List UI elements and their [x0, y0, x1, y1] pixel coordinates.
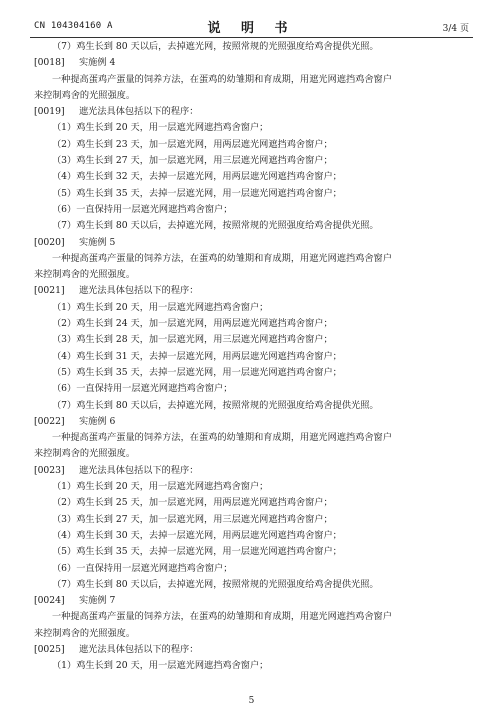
paragraph-heading — [34, 414, 474, 430]
list-item: （2）鸡生长到 23 天，加一层遮光网，用两层遮光网遮挡鸡舍窗户； — [52, 138, 333, 150]
paragraph-heading — [34, 593, 474, 609]
list-item: （1）鸡生长到 20 天，用一层遮光网遮挡鸡舍窗户； — [52, 301, 269, 313]
page-title: 说 明 书 — [207, 21, 296, 36]
list-item: （4）鸡生长到 32 天，去掉一层遮光网，用两层遮光网遮挡鸡舍窗户； — [52, 171, 342, 183]
paragraph-number: [0018] — [34, 57, 65, 69]
list-item: （5）鸡生长到 35 天，去掉一层遮光网，用一层遮光网遮挡鸡舍窗户； — [52, 366, 342, 378]
doc-number: CN 104304160 A — [34, 21, 113, 31]
paragraph-heading — [34, 642, 474, 658]
list-item: （4）鸡生长到 30 天，去掉一层遮光网，用两层遮光网遮挡鸡舍窗户； — [52, 529, 342, 541]
list-item: （3）鸡生长到 27 天，加一层遮光网，用三层遮光网遮挡鸡舍窗户； — [52, 155, 333, 167]
paragraph-line: 一种提高蛋鸡产蛋量的饲养方法，在蛋鸡的幼雏期和育成期，用遮光网遮挡鸡舍窗户 — [52, 432, 392, 444]
heading-text: 实施例 7 — [79, 595, 116, 607]
list-item: （7）鸡生长到 80 天以后，去掉遮光网，按照常规的光照强度给鸡舍提供光照。 — [52, 578, 379, 590]
list-item: （2）鸡生长到 24 天，加一层遮光网，用两层遮光网遮挡鸡舍窗户； — [52, 318, 333, 330]
list-item: （6）一直保持用一层遮光网遮挡鸡舍窗户； — [52, 383, 233, 395]
paragraph-continuation: 来控制鸡舍的光照强度。 — [34, 89, 136, 101]
list-item: （6）一直保持用一层遮光网遮挡鸡舍窗户； — [52, 203, 233, 215]
paragraph-continuation: 来控制鸡舍的光照强度。 — [34, 627, 136, 639]
heading-text: 实施例 4 — [79, 57, 116, 69]
list-item: （4）鸡生长到 31 天，去掉一层遮光网，用两层遮光网遮挡鸡舍窗户； — [52, 350, 342, 362]
paragraph-heading — [34, 104, 474, 120]
list-item: （5）鸡生长到 35 天，去掉一层遮光网，用一层遮光网遮挡鸡舍窗户； — [52, 187, 342, 199]
page-number: 5 — [248, 696, 255, 706]
document-body — [34, 39, 474, 675]
page-header — [0, 0, 503, 40]
list-item: （2）鸡生长到 25 天，加一层遮光网，用两层遮光网遮挡鸡舍窗户； — [52, 497, 333, 509]
paragraph-continuation: 来控制鸡舍的光照强度。 — [34, 448, 136, 460]
list-item: （1）鸡生长到 20 天，用一层遮光网遮挡鸡舍窗户； — [52, 122, 269, 134]
heading-text: 实施例 5 — [79, 236, 116, 248]
paragraph-line: 一种提高蛋鸡产蛋量的饲养方法，在蛋鸡的幼雏期和育成期，用遮光网遮挡鸡舍窗户 — [52, 73, 392, 85]
heading-text: 遮光法具体包括以下的程序： — [79, 285, 199, 297]
paragraph-heading — [34, 55, 474, 71]
list-item: （7）鸡生长到 80 天以后，去掉遮光网，按照常规的光照强度给鸡舍提供光照。 — [52, 220, 379, 232]
paragraph-number: [0019] — [34, 106, 65, 118]
paragraph-number: [0023] — [34, 464, 65, 476]
paragraph-number: [0022] — [34, 415, 65, 427]
heading-text: 遮光法具体包括以下的程序： — [79, 464, 199, 476]
list-item: （3）鸡生长到 27 天，加一层遮光网，用三层遮光网遮挡鸡舍窗户； — [52, 513, 333, 525]
page-of: 3/4 页 — [442, 24, 469, 34]
paragraph-number: [0025] — [34, 643, 65, 655]
list-item: （3）鸡生长到 28 天，加一层遮光网，用三层遮光网遮挡鸡舍窗户； — [52, 334, 333, 346]
header-rule — [30, 37, 473, 38]
paragraph-number: [0020] — [34, 236, 65, 248]
paragraph-line: 一种提高蛋鸡产蛋量的饲养方法，在蛋鸡的幼雏期和育成期，用遮光网遮挡鸡舍窗户 — [52, 611, 392, 623]
paragraph-line: 一种提高蛋鸡产蛋量的饲养方法，在蛋鸡的幼雏期和育成期，用遮光网遮挡鸡舍窗户 — [52, 252, 392, 264]
heading-text: 实施例 6 — [79, 415, 116, 427]
paragraph-number: [0021] — [34, 285, 65, 297]
paragraph-heading — [34, 235, 474, 251]
heading-text: 遮光法具体包括以下的程序： — [79, 106, 199, 118]
list-item: （5）鸡生长到 35 天，去掉一层遮光网，用一层遮光网遮挡鸡舍窗户； — [52, 546, 342, 558]
list-item: （7）鸡生长到 80 天以后，去掉遮光网，按照常规的光照强度给鸡舍提供光照。 — [52, 399, 379, 411]
list-item: （1）鸡生长到 20 天，用一层遮光网遮挡鸡舍窗户； — [52, 660, 269, 672]
list-item: （6）一直保持用一层遮光网遮挡鸡舍窗户； — [52, 562, 233, 574]
list-item: （1）鸡生长到 20 天，用一层遮光网遮挡鸡舍窗户； — [52, 481, 269, 493]
paragraph-heading — [34, 283, 474, 299]
paragraph-number: [0024] — [34, 595, 65, 607]
list-item: （7）鸡生长到 80 天以后，去掉遮光网，按照常规的光照强度给鸡舍提供光照。 — [52, 41, 379, 52]
heading-text: 遮光法具体包括以下的程序： — [79, 643, 199, 655]
paragraph-heading — [34, 463, 474, 479]
paragraph-continuation: 来控制鸡舍的光照强度。 — [34, 269, 136, 281]
